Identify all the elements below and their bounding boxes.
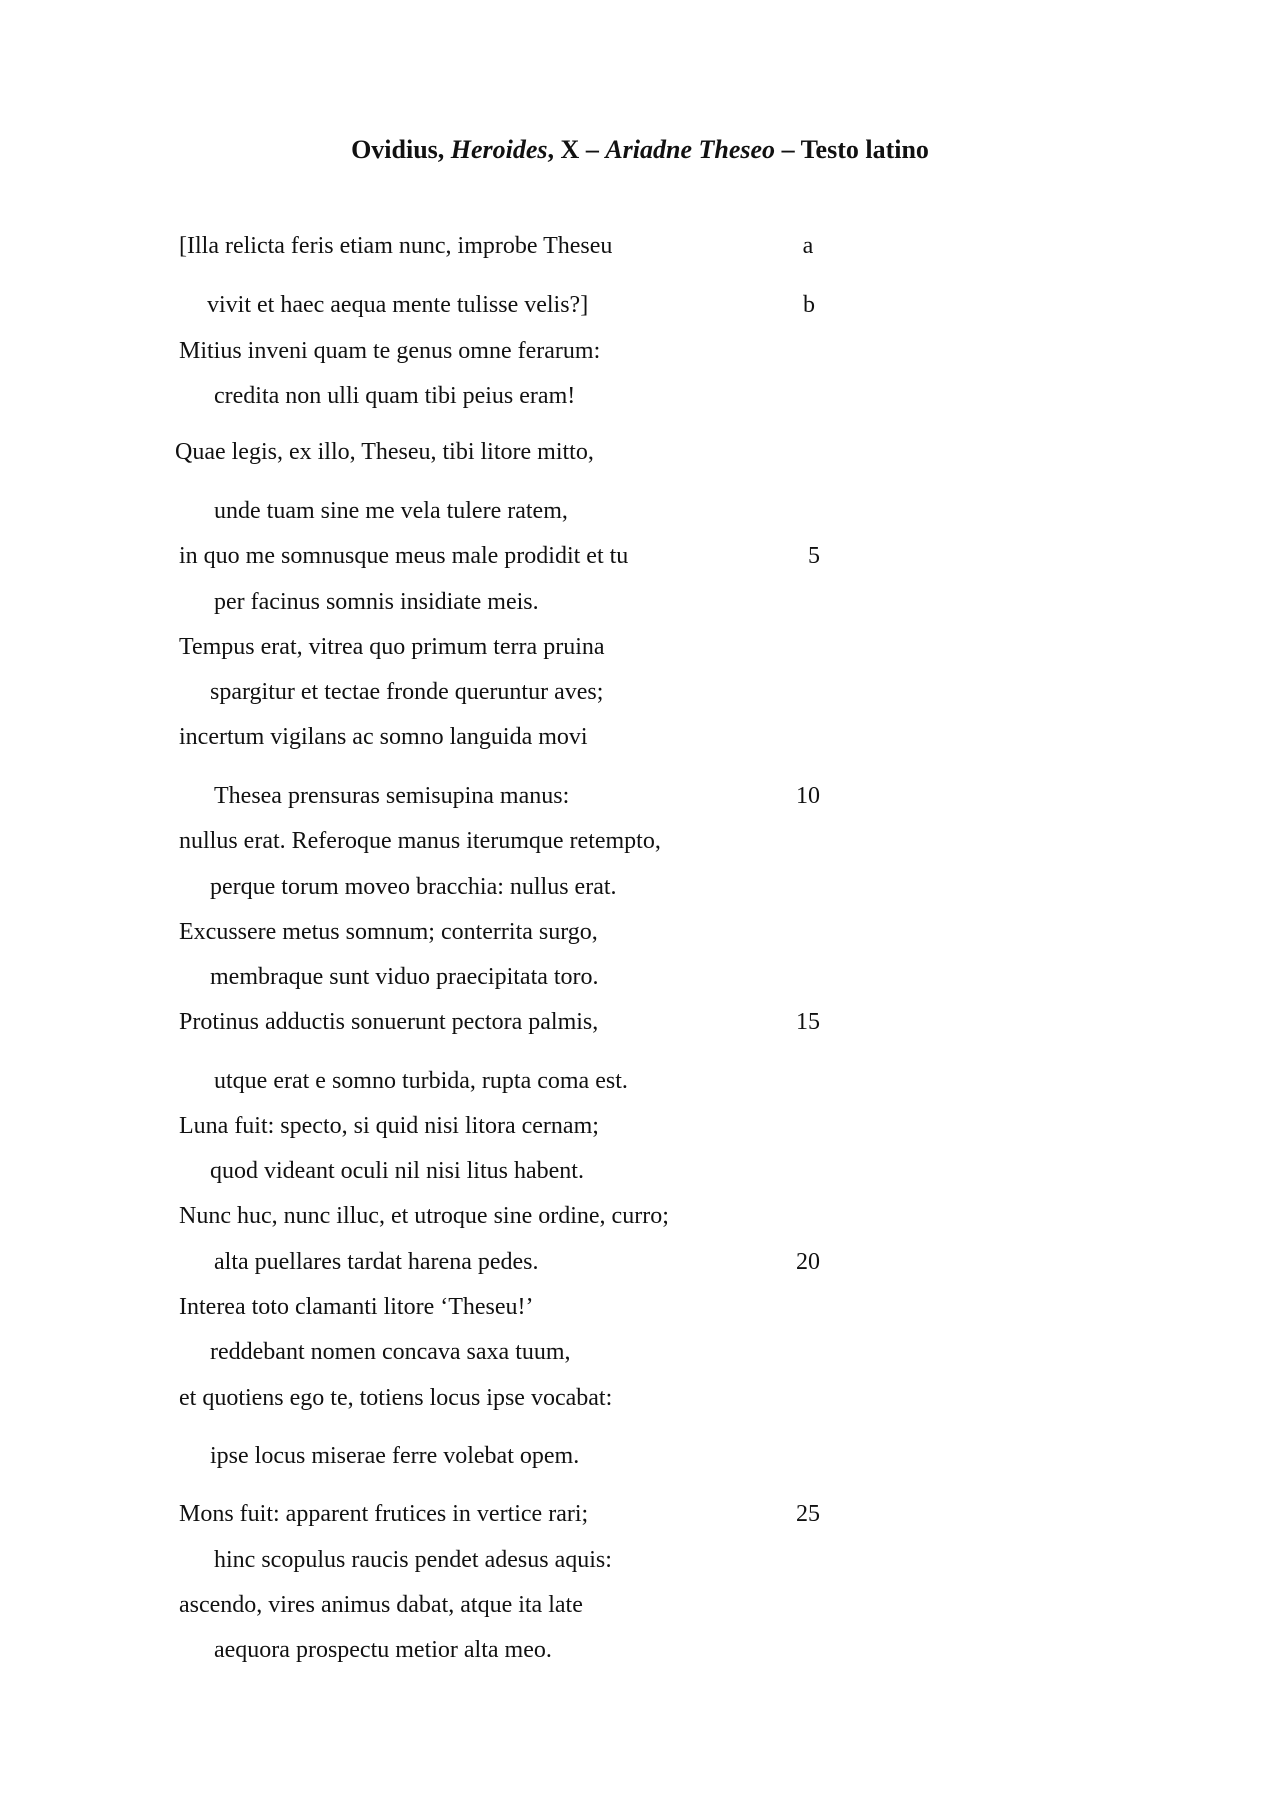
verse-text: incertum vigilans ac somno languida movi	[179, 724, 588, 750]
verse-text: alta puellares tardat harena pedes.	[214, 1249, 539, 1275]
verse-line	[0, 228, 1280, 264]
verse-text: Mons fuit: apparent frutices in vertice rari;	[179, 1501, 589, 1527]
verse-number: 10	[796, 783, 820, 809]
verse-text: membraque sunt viduo praecipitata toro.	[210, 964, 599, 990]
verse-text: hinc scopulus raucis pendet adesus aquis:	[214, 1547, 612, 1573]
verse-line	[0, 674, 1280, 710]
verse-line	[0, 959, 1280, 995]
verse-text: ipse locus miserae ferre volebat opem.	[210, 1443, 580, 1469]
verse-text: perque torum moveo bracchia: nullus erat.	[210, 874, 617, 900]
verse-line	[0, 914, 1280, 950]
title-separator-1: , X –	[547, 135, 606, 164]
verse-number: 20	[796, 1249, 820, 1275]
verse-line	[0, 434, 1280, 470]
verse-line	[0, 333, 1280, 369]
verse-line	[0, 1632, 1280, 1668]
verse-text: spargitur et tectae fronde queruntur aves;	[210, 679, 604, 705]
verse-text: Nunc huc, nunc illuc, et utroque sine ordine, curro;	[179, 1203, 669, 1229]
verse-line	[0, 1438, 1280, 1474]
verse-text: Excussere metus somnum; conterrita surgo,	[179, 919, 598, 945]
verse-line	[0, 1004, 1280, 1040]
verse-line	[0, 378, 1280, 414]
verse-text: Thesea prensuras semisupina manus:	[214, 783, 570, 809]
verse-line	[0, 1334, 1280, 1370]
verse-text: unde tuam sine me vela tulere ratem,	[214, 498, 568, 524]
verse-line	[0, 1587, 1280, 1623]
verse-text: reddebant nomen concava saxa tuum,	[210, 1339, 571, 1365]
verse-number: b	[803, 292, 815, 318]
verse-line	[0, 1063, 1280, 1099]
verse-line	[0, 869, 1280, 905]
verse-text: [Illa relicta feris etiam nunc, improbe Theseu	[179, 233, 613, 259]
verse-line	[0, 1198, 1280, 1234]
verse-text: Tempus erat, vitrea quo primum terra pruina	[179, 634, 605, 660]
verse-text: Luna fuit: specto, si quid nisi litora cernam;	[179, 1113, 599, 1139]
verse-number: 25	[796, 1501, 820, 1527]
verse-line	[0, 1380, 1280, 1416]
title-work: Heroides	[450, 135, 548, 164]
verse-line	[0, 1289, 1280, 1325]
verse-text: per facinus somnis insidiate meis.	[214, 589, 539, 615]
title-poem: Ariadne Theseo	[605, 135, 776, 164]
verse-text: quod videant oculi nil nisi litus habent.	[210, 1158, 584, 1184]
verse-text: Quae legis, ex illo, Theseu, tibi litore mitto,	[175, 439, 594, 465]
verse-line	[0, 1542, 1280, 1578]
title-separator-2: – Testo latino	[775, 135, 929, 164]
verse-number: 5	[808, 543, 820, 569]
verse-text: Interea toto clamanti litore ‘Theseu!’	[179, 1294, 534, 1320]
verse-text: et quotiens ego te, totiens locus ipse vocabat:	[179, 1385, 613, 1411]
verse-line	[0, 1244, 1280, 1280]
verse-line	[0, 1496, 1280, 1532]
verse-text: nullus erat. Referoque manus iterumque retempto,	[179, 828, 661, 854]
verse-text: ascendo, vires animus dabat, atque ita late	[179, 1592, 583, 1618]
verse-text: Protinus adductis sonuerunt pectora palmis,	[179, 1009, 599, 1035]
verse-line	[0, 719, 1280, 755]
verse-text: Mitius inveni quam te genus omne ferarum:	[179, 338, 601, 364]
verse-text: aequora prospectu metior alta meo.	[214, 1637, 552, 1663]
verse-text: in quo me somnusque meus male prodidit et tu	[179, 543, 629, 569]
verse-line	[0, 1153, 1280, 1189]
page-title	[0, 132, 1280, 168]
verse-line	[0, 1108, 1280, 1144]
verse-number: 15	[796, 1009, 820, 1035]
verse-line	[0, 287, 1280, 323]
verse-number: a	[802, 233, 814, 259]
title-author: Ovidius,	[351, 135, 445, 164]
verse-line	[0, 629, 1280, 665]
verse-text: utque erat e somno turbida, rupta coma est.	[214, 1068, 628, 1094]
verse-text: credita non ulli quam tibi peius eram!	[214, 383, 576, 409]
verse-text: vivit et haec aequa mente tulisse velis?]	[207, 292, 589, 318]
verse-line	[0, 778, 1280, 814]
verse-line	[0, 823, 1280, 859]
verse-line	[0, 493, 1280, 529]
verse-line	[0, 584, 1280, 620]
verse-line	[0, 538, 1280, 574]
